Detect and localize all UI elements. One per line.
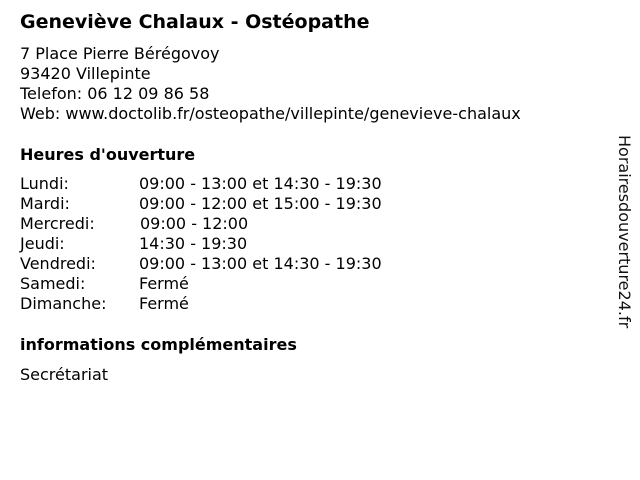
- site-watermark: Horairesdouverture24.fr: [615, 135, 634, 329]
- day-label: Lundi:: [20, 174, 69, 193]
- day-label: Dimanche:: [20, 294, 107, 313]
- website-link[interactable]: Web: www.doctolib.fr/osteopathe/villepinte/genevieve-chalaux: [20, 104, 521, 123]
- day-hours: 09:00 - 13:00 et 14:30 - 19:30: [139, 254, 382, 273]
- day-label: Vendredi:: [20, 254, 96, 273]
- address-street: 7 Place Pierre Bérégovoy: [20, 44, 220, 63]
- day-label: Jeudi:: [20, 234, 65, 253]
- day-hours: 09:00 - 12:00: [140, 214, 249, 233]
- day-hours: 14:30 - 19:30: [139, 234, 248, 253]
- hours-heading: Heures d'ouverture: [20, 145, 196, 164]
- day-label: Mercredi:: [20, 214, 95, 233]
- phone-number[interactable]: Telefon: 06 12 09 86 58: [20, 84, 210, 103]
- info-heading: informations complémentaires: [20, 335, 297, 354]
- day-hours: Fermé: [139, 274, 189, 293]
- day-hours: 09:00 - 12:00 et 15:00 - 19:30: [139, 194, 382, 213]
- day-hours: Fermé: [139, 294, 189, 313]
- contact-block: [20, 44, 521, 124]
- address-city: 93420 Villepinte: [20, 64, 151, 83]
- day-hours: 09:00 - 13:00 et 14:30 - 19:30: [139, 174, 382, 193]
- info-text: Secrétariat: [20, 365, 109, 384]
- day-label: Samedi:: [20, 274, 86, 293]
- business-name: Geneviève Chalaux - Ostéopathe: [20, 11, 370, 33]
- day-label: Mardi:: [20, 194, 70, 213]
